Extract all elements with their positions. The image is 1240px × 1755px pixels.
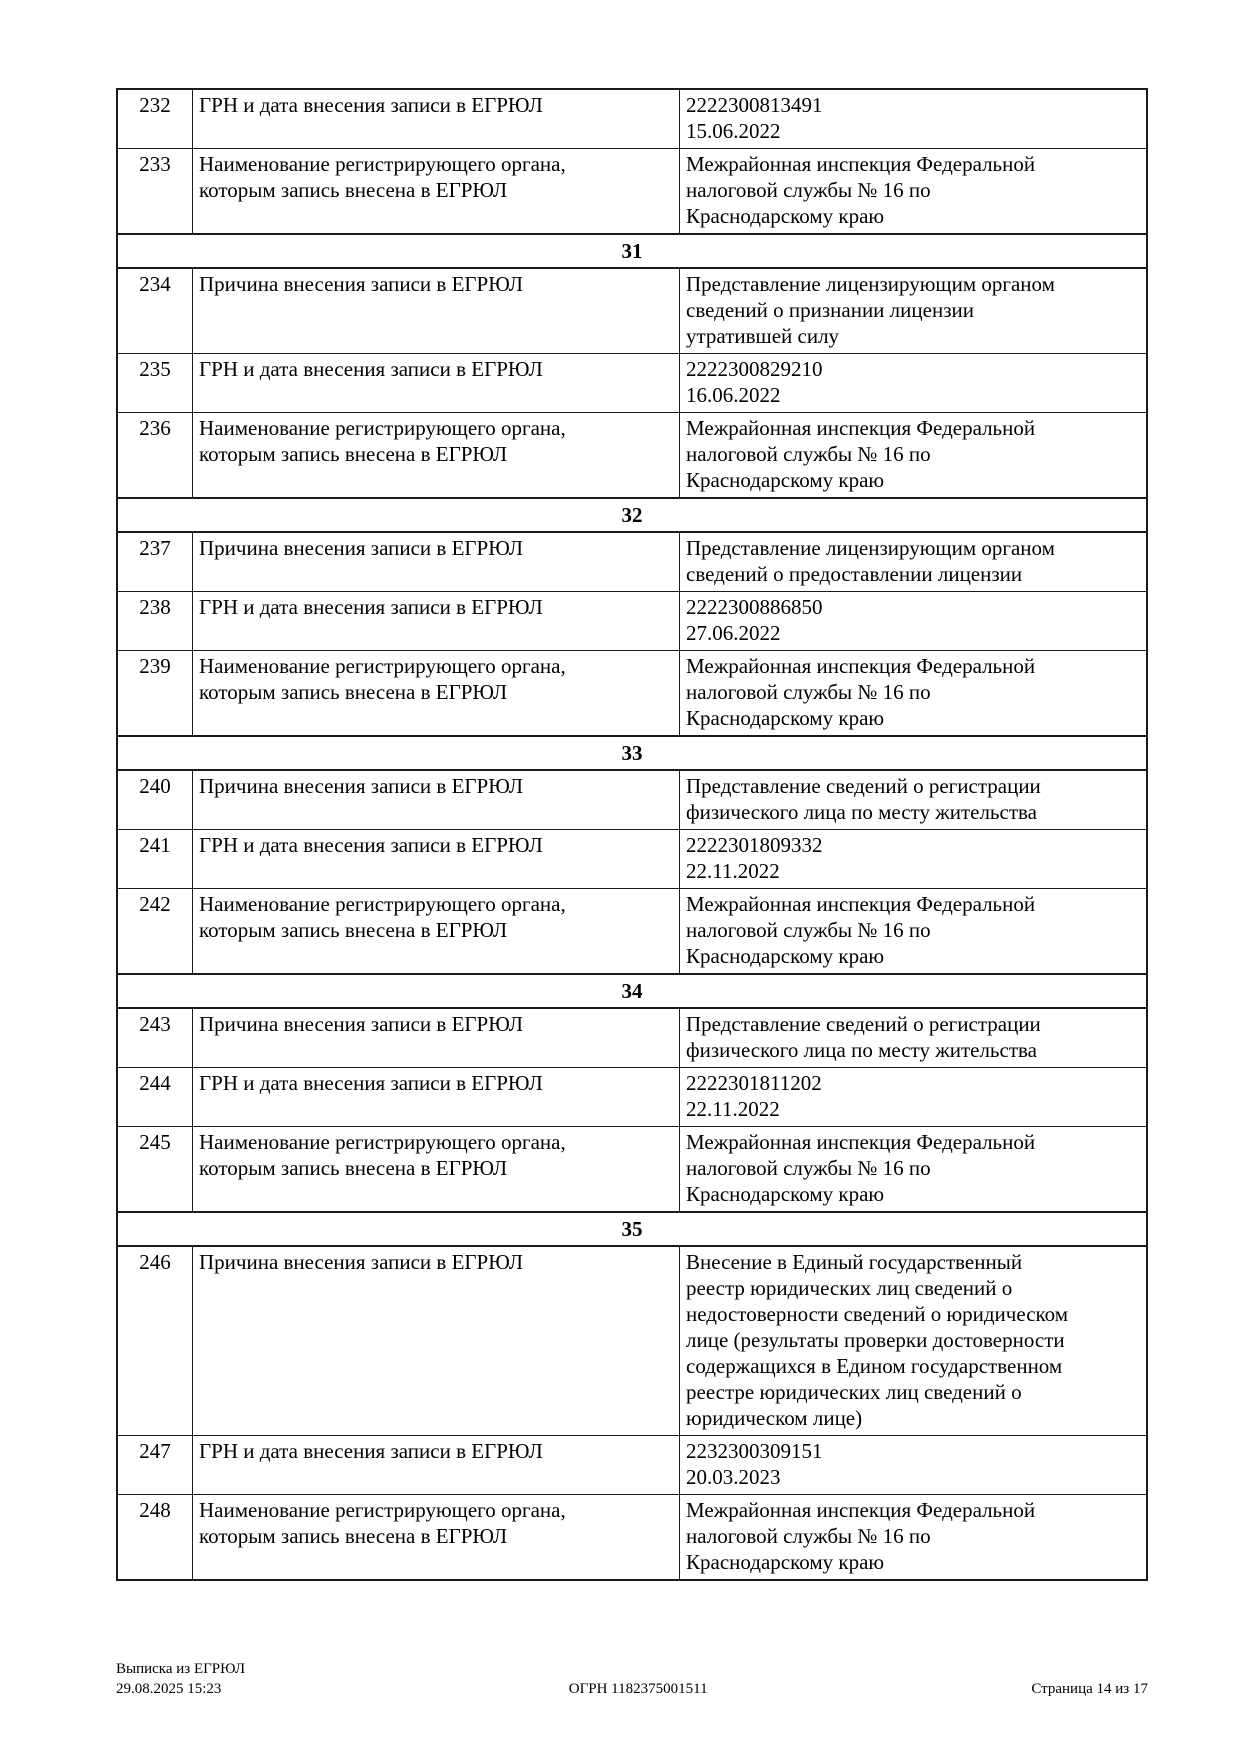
table-row [117,1068,1147,1127]
table-row [117,1127,1147,1213]
record-label: ГРН и дата внесения записи в ЕГРЮЛ [193,830,680,889]
record-value: 2222300829210 16.06.2022 [680,354,1148,413]
record-number: 233 [117,149,193,235]
record-label: Причина внесения записи в ЕГРЮЛ [193,770,680,830]
table-row [117,89,1147,149]
record-number: 248 [117,1495,193,1581]
section-number: 33 [117,736,1147,770]
record-label: Причина внесения записи в ЕГРЮЛ [193,268,680,354]
table-row [117,1246,1147,1436]
record-number: 234 [117,268,193,354]
record-number: 246 [117,1246,193,1436]
egrul-records-table-container [116,88,1148,1581]
record-label: Причина внесения записи в ЕГРЮЛ [193,1246,680,1436]
section-number: 31 [117,234,1147,268]
table-row [117,354,1147,413]
record-value: Представление лицензирующим органом сведений о признании лицензии утратившей силу [680,268,1148,354]
record-label: Наименование регистрирующего органа, которым запись внесена в ЕГРЮЛ [193,889,680,975]
page-footer [116,1659,1148,1699]
record-label: Наименование регистрирующего органа, которым запись внесена в ЕГРЮЛ [193,1127,680,1213]
section-header-row [117,234,1147,268]
table-row [117,1008,1147,1068]
record-value: Представление сведений о регистрации физического лица по месту жительства [680,770,1148,830]
record-label: Причина внесения записи в ЕГРЮЛ [193,1008,680,1068]
record-number: 245 [117,1127,193,1213]
record-label: ГРН и дата внесения записи в ЕГРЮЛ [193,1068,680,1127]
table-row [117,651,1147,737]
table-row [117,268,1147,354]
footer-doc-type: Выписка из ЕГРЮЛ [116,1661,245,1677]
footer-ogrn: ОГРН 1182375001511 [568,1681,708,1697]
footer-doc-info [116,1659,245,1699]
record-label: ГРН и дата внесения записи в ЕГРЮЛ [193,1436,680,1495]
footer-page-number: Страница 14 из 17 [1031,1681,1148,1697]
record-value: Представление сведений о регистрации физического лица по месту жительства [680,1008,1148,1068]
record-number: 237 [117,532,193,592]
record-label: Причина внесения записи в ЕГРЮЛ [193,532,680,592]
record-number: 242 [117,889,193,975]
table-row [117,770,1147,830]
record-value: Межрайонная инспекция Федеральной налоговой службы № 16 по Краснодарскому краю [680,651,1148,737]
record-number: 247 [117,1436,193,1495]
table-row [117,1436,1147,1495]
record-number: 238 [117,592,193,651]
record-label: Наименование регистрирующего органа, которым запись внесена в ЕГРЮЛ [193,651,680,737]
record-value: Межрайонная инспекция Федеральной налоговой службы № 16 по Краснодарскому краю [680,1127,1148,1213]
record-value: 2222301811202 22.11.2022 [680,1068,1148,1127]
record-number: 240 [117,770,193,830]
table-row [117,532,1147,592]
record-label: Наименование регистрирующего органа, которым запись внесена в ЕГРЮЛ [193,1495,680,1581]
table-row [117,1495,1147,1581]
record-value: Представление лицензирующим органом сведений о предоставлении лицензии [680,532,1148,592]
section-header-row [117,498,1147,532]
table-row [117,149,1147,235]
table-row [117,413,1147,499]
record-label: Наименование регистрирующего органа, которым запись внесена в ЕГРЮЛ [193,413,680,499]
footer-datetime: 29.08.2025 15:23 [116,1681,222,1697]
record-number: 235 [117,354,193,413]
record-number: 244 [117,1068,193,1127]
record-value: Межрайонная инспекция Федеральной налоговой службы № 16 по Краснодарскому краю [680,149,1148,235]
section-header-row [117,736,1147,770]
egrul-table-body [117,89,1147,1580]
record-number: 232 [117,89,193,149]
record-value: Межрайонная инспекция Федеральной налоговой службы № 16 по Краснодарскому краю [680,889,1148,975]
section-number: 32 [117,498,1147,532]
record-number: 236 [117,413,193,499]
record-label: ГРН и дата внесения записи в ЕГРЮЛ [193,89,680,149]
record-label: Наименование регистрирующего органа, которым запись внесена в ЕГРЮЛ [193,149,680,235]
section-header-row [117,1212,1147,1246]
egrul-records-table [116,88,1148,1581]
record-number: 243 [117,1008,193,1068]
record-value: Межрайонная инспекция Федеральной налоговой службы № 16 по Краснодарскому краю [680,413,1148,499]
record-value: Межрайонная инспекция Федеральной налоговой службы № 16 по Краснодарскому краю [680,1495,1148,1581]
record-value: 2222300813491 15.06.2022 [680,89,1148,149]
record-number: 241 [117,830,193,889]
table-row [117,889,1147,975]
record-label: ГРН и дата внесения записи в ЕГРЮЛ [193,354,680,413]
record-number: 239 [117,651,193,737]
record-value: 2222300886850 27.06.2022 [680,592,1148,651]
section-header-row [117,974,1147,1008]
record-value: 2232300309151 20.03.2023 [680,1436,1148,1495]
record-value: 2222301809332 22.11.2022 [680,830,1148,889]
section-number: 35 [117,1212,1147,1246]
table-row [117,592,1147,651]
table-row [117,830,1147,889]
record-label: ГРН и дата внесения записи в ЕГРЮЛ [193,592,680,651]
section-number: 34 [117,974,1147,1008]
record-value: Внесение в Единый государственный реестр юридических лиц сведений о недостоверности сведений о юридическом лице (результаты проверки достоверности содержащихся в Едином государственном реестре юридических лиц сведений о юридическом лице) [680,1246,1148,1436]
